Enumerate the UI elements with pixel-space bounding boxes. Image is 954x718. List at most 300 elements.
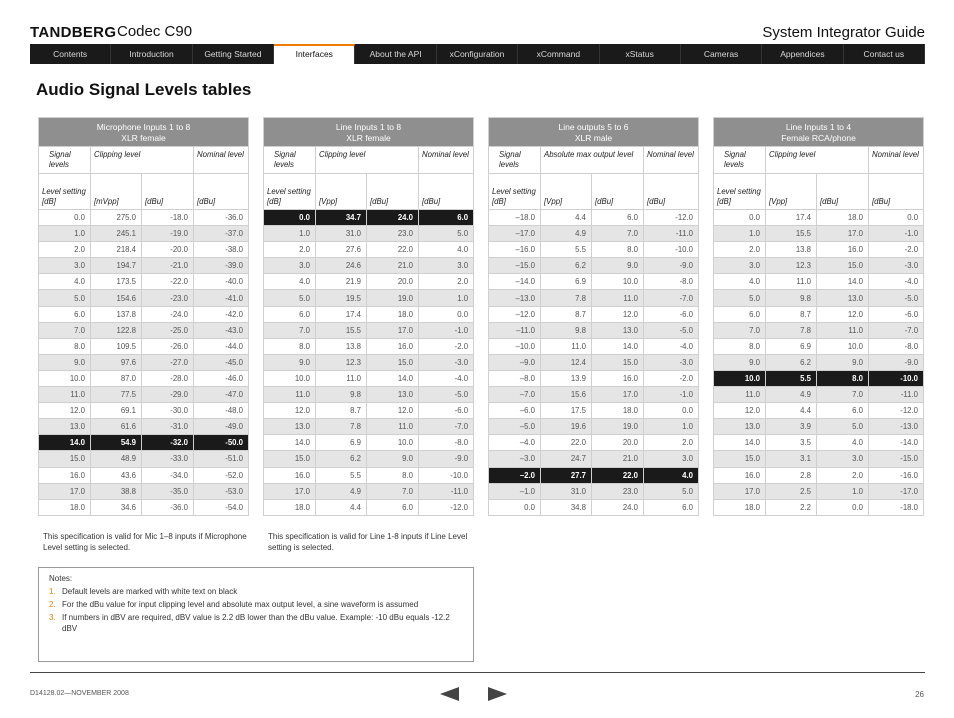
table-cell: 77.5 <box>91 387 142 403</box>
nav-tab-contact-us[interactable]: Contact us <box>844 44 925 64</box>
table-cell: -27.0 <box>142 354 194 370</box>
table-mic-inputs <box>38 117 249 516</box>
table-cell: -4.0 <box>869 274 924 290</box>
table-cell: 1.0 <box>817 483 869 499</box>
table-cell: 22.0 <box>592 467 644 483</box>
table-cell: 14.0 <box>264 435 316 451</box>
table-cell: -44.0 <box>194 338 249 354</box>
unit-label: Level setting [dB] <box>264 174 316 210</box>
table-cell: -21.0 <box>142 258 194 274</box>
table-cell: 34.8 <box>541 499 592 515</box>
table-cell: 12.0 <box>367 403 419 419</box>
table-row <box>489 338 699 354</box>
table-cell: -19.0 <box>142 226 194 242</box>
nav-tab-introduction[interactable]: Introduction <box>111 44 192 64</box>
table-cell: -16.0 <box>869 467 924 483</box>
table-cell: 24.7 <box>541 451 592 467</box>
table-cell: 7.0 <box>367 483 419 499</box>
table-cell: 5.0 <box>264 290 316 306</box>
table-cell: –2.0 <box>489 467 541 483</box>
next-page-arrow-icon[interactable] <box>488 687 507 701</box>
table-cell: -7.0 <box>644 290 699 306</box>
table-cell: -42.0 <box>194 306 249 322</box>
document-id: D14128.02—NOVEMBER 2008 <box>30 690 129 697</box>
table-cell: 0.0 <box>39 210 91 226</box>
table-cell: 7.8 <box>316 419 367 435</box>
table-note: This specification is valid for Line 1-8 inputs if Line Level setting is selected. <box>268 532 468 552</box>
table-cell: -8.0 <box>419 435 474 451</box>
table-cell: 2.0 <box>714 242 766 258</box>
table-title: Line Inputs 1 to 8 XLR female <box>264 118 474 147</box>
table-cell: 7.0 <box>817 387 869 403</box>
table-cell: -1.0 <box>644 387 699 403</box>
note-item: 3. If numbers in dBV are required, dBV value is 2.2 dB lower than the dBu value. Example: -10 dBu equals -12.2 dBV <box>49 613 450 633</box>
table-cell: -25.0 <box>142 322 194 338</box>
table-cell: –16.0 <box>489 242 541 258</box>
table-row <box>489 226 699 242</box>
table-cell: 15.0 <box>264 451 316 467</box>
table-cell: 17.0 <box>39 483 91 499</box>
table-cell: –13.0 <box>489 290 541 306</box>
table-row <box>489 354 699 370</box>
table-row <box>264 370 474 386</box>
table-row <box>489 499 699 515</box>
unit-label: [dBu] <box>869 174 924 210</box>
unit-label: [dBu] <box>817 174 869 210</box>
table-row <box>264 499 474 515</box>
table-cell: 4.9 <box>541 226 592 242</box>
table-cell: 109.5 <box>91 338 142 354</box>
table-cell: 19.0 <box>367 290 419 306</box>
table-cell: 6.0 <box>817 403 869 419</box>
table-row <box>489 435 699 451</box>
table-row <box>39 210 249 226</box>
nav-tab-contents[interactable]: Contents <box>30 44 111 64</box>
table-cell: 4.0 <box>419 242 474 258</box>
table-cell: 7.0 <box>264 322 316 338</box>
table-row <box>39 274 249 290</box>
prev-page-arrow-icon[interactable] <box>440 687 459 701</box>
table-cell: 15.6 <box>541 387 592 403</box>
table-cell: -4.0 <box>644 338 699 354</box>
table-cell: 2.0 <box>817 467 869 483</box>
table-cell: 6.9 <box>766 338 817 354</box>
col-header-nominal: Nominal level <box>869 147 924 174</box>
col-header-signal-levels: Signal levels <box>714 147 766 174</box>
guide-title: System Integrator Guide <box>762 24 925 41</box>
table-cell: 15.0 <box>714 451 766 467</box>
table-row <box>39 322 249 338</box>
table-cell: 8.0 <box>714 338 766 354</box>
table-row <box>39 338 249 354</box>
table-line-outputs <box>488 117 699 516</box>
table-cell: 23.0 <box>367 226 419 242</box>
table-cell: 17.0 <box>714 483 766 499</box>
table-cell: -11.0 <box>869 387 924 403</box>
table-cell: -5.0 <box>869 290 924 306</box>
table-row <box>714 435 924 451</box>
table-cell: –12.0 <box>489 306 541 322</box>
table-cell: -10.0 <box>644 242 699 258</box>
table-cell: 17.0 <box>367 322 419 338</box>
table-cell: -10.0 <box>419 467 474 483</box>
table-cell: 5.5 <box>541 242 592 258</box>
table-cell: -3.0 <box>869 258 924 274</box>
table-cell: 17.4 <box>316 306 367 322</box>
unit-label: Level setting [dB] <box>39 174 91 210</box>
table-cell: 9.0 <box>817 354 869 370</box>
table-row <box>39 370 249 386</box>
page-number: 26 <box>915 690 924 699</box>
nav-tab-xconfiguration[interactable]: xConfiguration <box>437 44 518 64</box>
table-row <box>264 483 474 499</box>
table-cell: -33.0 <box>142 451 194 467</box>
table-cell: 9.8 <box>541 322 592 338</box>
table-cell: 9.0 <box>367 451 419 467</box>
table-cell: 12.0 <box>39 403 91 419</box>
table-row <box>264 403 474 419</box>
table-cell: 12.0 <box>714 403 766 419</box>
table-cell: 24.0 <box>592 499 644 515</box>
table-cell: 173.5 <box>91 274 142 290</box>
table-cell: 4.4 <box>316 499 367 515</box>
unit-label: [dBu] <box>592 174 644 210</box>
col-header-clipping: Clipping level <box>766 147 869 174</box>
table-cell: 6.0 <box>644 499 699 515</box>
table-cell: -40.0 <box>194 274 249 290</box>
table-cell: -28.0 <box>142 370 194 386</box>
table-row <box>489 483 699 499</box>
table-cell: 3.0 <box>817 451 869 467</box>
table-cell: 12.3 <box>316 354 367 370</box>
table-cell: 34.6 <box>91 499 142 515</box>
table-cell: -11.0 <box>644 226 699 242</box>
table-cell: 12.3 <box>766 258 817 274</box>
table-cell: 13.0 <box>817 290 869 306</box>
table-row <box>39 306 249 322</box>
table-cell: 6.9 <box>316 435 367 451</box>
table-cell: 3.0 <box>644 451 699 467</box>
table-row <box>489 242 699 258</box>
table-cell: 21.9 <box>316 274 367 290</box>
table-cell: -18.0 <box>142 210 194 226</box>
table-row <box>714 210 924 226</box>
table-cell: -2.0 <box>644 370 699 386</box>
table-row <box>714 322 924 338</box>
table-row <box>489 274 699 290</box>
table-cell: 48.9 <box>91 451 142 467</box>
table-cell: 22.0 <box>367 242 419 258</box>
table-cell: -18.0 <box>869 499 924 515</box>
note-item: 2. For the dBu value for input clipping level and absolute max output level, a sine waveform is assumed <box>49 600 419 609</box>
table-title: Microphone Inputs 1 to 8 XLR female <box>39 118 249 147</box>
unit-label: [Vpp] <box>541 174 592 210</box>
table-cell: 13.0 <box>39 419 91 435</box>
table-cell: -23.0 <box>142 290 194 306</box>
table-cell: -53.0 <box>194 483 249 499</box>
col-header-max-output: Absolute max output level <box>541 147 644 174</box>
table-cell: -13.0 <box>869 419 924 435</box>
table-cell: 13.8 <box>766 242 817 258</box>
table-cell: 15.0 <box>817 258 869 274</box>
table-cell: 17.0 <box>817 226 869 242</box>
table-cell: 7.8 <box>541 290 592 306</box>
table-cell: 11.0 <box>714 387 766 403</box>
table-cell: 3.0 <box>264 258 316 274</box>
table-cell: 14.0 <box>817 274 869 290</box>
table-cell: 2.5 <box>766 483 817 499</box>
table-cell: 11.0 <box>316 370 367 386</box>
table-cell: 13.9 <box>541 370 592 386</box>
table-cell: 11.0 <box>264 387 316 403</box>
table-cell: 22.0 <box>541 435 592 451</box>
table-cell: -51.0 <box>194 451 249 467</box>
nav-tab-xstatus[interactable]: xStatus <box>600 44 681 64</box>
table-row <box>714 258 924 274</box>
table-cell: 13.8 <box>316 338 367 354</box>
table-cell: 16.0 <box>367 338 419 354</box>
table-cell: 4.4 <box>541 210 592 226</box>
table-cell: -2.0 <box>419 338 474 354</box>
table-row <box>714 242 924 258</box>
table-line-inputs-xlr <box>263 117 474 516</box>
table-cell: -31.0 <box>142 419 194 435</box>
table-cell: –7.0 <box>489 387 541 403</box>
table-cell: -3.0 <box>644 354 699 370</box>
table-cell: 8.7 <box>766 306 817 322</box>
table-cell: -1.0 <box>869 226 924 242</box>
table-cell: 6.0 <box>419 210 474 226</box>
table-cell: 13.0 <box>367 387 419 403</box>
table-cell: -1.0 <box>419 322 474 338</box>
table-cell: 0.0 <box>869 210 924 226</box>
table-cell: 18.0 <box>264 499 316 515</box>
table-row <box>39 387 249 403</box>
unit-label: [dBu] <box>194 174 249 210</box>
table-cell: 11.0 <box>541 338 592 354</box>
table-cell: 20.0 <box>592 435 644 451</box>
table-cell: -54.0 <box>194 499 249 515</box>
table-title: Line outputs 5 to 6 XLR male <box>489 118 699 147</box>
table-cell: 9.0 <box>39 354 91 370</box>
table-cell: 11.0 <box>817 322 869 338</box>
table-row <box>714 387 924 403</box>
col-header-nominal: Nominal level <box>644 147 699 174</box>
table-cell: -43.0 <box>194 322 249 338</box>
table-cell: 5.0 <box>714 290 766 306</box>
table-row <box>714 226 924 242</box>
table-cell: 4.0 <box>264 274 316 290</box>
unit-label: Level setting [dB] <box>489 174 541 210</box>
table-cell: -39.0 <box>194 258 249 274</box>
table-cell: 8.0 <box>264 338 316 354</box>
table-cell: 6.2 <box>766 354 817 370</box>
table-cell: 0.0 <box>489 499 541 515</box>
table-cell: 10.0 <box>817 338 869 354</box>
table-cell: 1.0 <box>419 290 474 306</box>
top-nav <box>30 44 925 64</box>
table-row <box>714 354 924 370</box>
table-row <box>264 451 474 467</box>
nav-tab-xcommand[interactable]: xCommand <box>518 44 599 64</box>
table-cell: -12.0 <box>644 210 699 226</box>
nav-tab-appendices[interactable]: Appendices <box>762 44 843 64</box>
table-cell: –11.0 <box>489 322 541 338</box>
table-cell: 2.0 <box>644 435 699 451</box>
table-cell: 0.0 <box>419 306 474 322</box>
table-cell: 275.0 <box>91 210 142 226</box>
table-row <box>714 499 924 515</box>
table-cell: –6.0 <box>489 403 541 419</box>
notes-box <box>38 567 474 662</box>
table-cell: 14.0 <box>367 370 419 386</box>
table-row-default <box>489 467 699 483</box>
table-cell: 27.7 <box>541 467 592 483</box>
col-header-signal-levels: Signal levels <box>39 147 91 174</box>
table-cell: 10.0 <box>39 370 91 386</box>
table-cell: 2.0 <box>264 242 316 258</box>
table-cell: 4.0 <box>644 467 699 483</box>
table-cell: -22.0 <box>142 274 194 290</box>
table-row <box>489 210 699 226</box>
table-row <box>714 451 924 467</box>
table-cell: 11.0 <box>766 274 817 290</box>
table-cell: -12.0 <box>419 499 474 515</box>
table-cell: 54.9 <box>91 435 142 451</box>
notes-heading: Notes: <box>49 574 73 583</box>
unit-label: [Vpp] <box>316 174 367 210</box>
col-header-nominal: Nominal level <box>194 147 249 174</box>
table-row <box>264 322 474 338</box>
table-cell: 20.0 <box>367 274 419 290</box>
table-cell: 8.0 <box>367 467 419 483</box>
table-cell: 19.6 <box>541 419 592 435</box>
table-cell: 16.0 <box>592 370 644 386</box>
table-cell: –4.0 <box>489 435 541 451</box>
table-note: This specification is valid for Mic 1–8 inputs if Microphone Level setting is selected. <box>43 532 247 552</box>
table-cell: 7.8 <box>766 322 817 338</box>
table-cell: 2.2 <box>766 499 817 515</box>
table-cell: -9.0 <box>644 258 699 274</box>
table-row <box>264 290 474 306</box>
table-cell: -6.0 <box>419 403 474 419</box>
table-cell: 38.8 <box>91 483 142 499</box>
table-cell: -7.0 <box>869 322 924 338</box>
table-cell: –10.0 <box>489 338 541 354</box>
table-row <box>39 467 249 483</box>
table-row <box>489 419 699 435</box>
table-cell: 19.5 <box>316 290 367 306</box>
table-cell: 34.7 <box>316 210 367 226</box>
nav-tab-cameras[interactable]: Cameras <box>681 44 762 64</box>
table-cell: 6.9 <box>541 274 592 290</box>
table-row <box>264 258 474 274</box>
table-cell: 9.0 <box>714 354 766 370</box>
note-item: 1. Default levels are marked with white text on black <box>49 587 238 596</box>
table-cell: –9.0 <box>489 354 541 370</box>
table-line-inputs-rca <box>713 117 924 516</box>
table-row <box>264 354 474 370</box>
col-header-signal-levels: Signal levels <box>489 147 541 174</box>
table-cell: -49.0 <box>194 419 249 435</box>
table-cell: 17.0 <box>592 387 644 403</box>
unit-label: [dBu] <box>367 174 419 210</box>
table-cell: 10.0 <box>592 274 644 290</box>
table-cell: 7.0 <box>592 226 644 242</box>
table-cell: 12.4 <box>541 354 592 370</box>
table-row <box>39 499 249 515</box>
table-cell: 8.0 <box>39 338 91 354</box>
table-cell: –17.0 <box>489 226 541 242</box>
table-cell: 31.0 <box>316 226 367 242</box>
table-cell: 6.2 <box>316 451 367 467</box>
table-cell: 218.4 <box>91 242 142 258</box>
table-cell: 16.0 <box>817 242 869 258</box>
nav-tab-getting-started[interactable]: Getting Started <box>193 44 274 64</box>
table-cell: 0.0 <box>817 499 869 515</box>
unit-label: Level setting [dB] <box>714 174 766 210</box>
table-cell: -3.0 <box>419 354 474 370</box>
table-cell: 17.4 <box>766 210 817 226</box>
unit-label: [dBu] <box>644 174 699 210</box>
table-cell: 0.0 <box>264 210 316 226</box>
nav-tab-about-the-api[interactable]: About the API <box>355 44 436 64</box>
table-cell: 6.0 <box>367 499 419 515</box>
table-cell: 13.0 <box>592 322 644 338</box>
table-cell: 6.0 <box>714 306 766 322</box>
table-cell: 8.7 <box>316 403 367 419</box>
brand-logo: TANDBERG <box>30 24 117 41</box>
table-cell: 12.0 <box>592 306 644 322</box>
table-cell: 24.0 <box>367 210 419 226</box>
table-cell: 4.9 <box>316 483 367 499</box>
table-cell: 5.0 <box>419 226 474 242</box>
table-cell: 21.0 <box>367 258 419 274</box>
table-cell: –14.0 <box>489 274 541 290</box>
nav-tab-interfaces[interactable]: Interfaces <box>274 44 355 64</box>
table-cell: 154.6 <box>91 290 142 306</box>
table-row <box>264 274 474 290</box>
table-cell: -26.0 <box>142 338 194 354</box>
table-cell: -38.0 <box>194 242 249 258</box>
table-cell: –18.0 <box>489 210 541 226</box>
table-cell: -8.0 <box>644 274 699 290</box>
table-row <box>489 322 699 338</box>
table-row <box>489 306 699 322</box>
table-cell: 15.5 <box>766 226 817 242</box>
table-cell: 8.0 <box>592 242 644 258</box>
unit-label: [Vpp] <box>766 174 817 210</box>
table-cell: 1.0 <box>39 226 91 242</box>
table-row <box>39 242 249 258</box>
table-row <box>714 338 924 354</box>
table-cell: 23.0 <box>592 483 644 499</box>
table-cell: -34.0 <box>142 467 194 483</box>
table-cell: 14.0 <box>39 435 91 451</box>
table-cell: 10.0 <box>264 370 316 386</box>
table-cell: 11.0 <box>367 419 419 435</box>
table-cell: -6.0 <box>644 306 699 322</box>
table-row <box>39 290 249 306</box>
table-cell: 18.0 <box>592 403 644 419</box>
table-cell: -20.0 <box>142 242 194 258</box>
table-cell: –5.0 <box>489 419 541 435</box>
table-cell: -2.0 <box>869 242 924 258</box>
table-cell: 1.0 <box>644 419 699 435</box>
table-row <box>39 483 249 499</box>
table-cell: 4.0 <box>39 274 91 290</box>
table-cell: 4.4 <box>766 403 817 419</box>
